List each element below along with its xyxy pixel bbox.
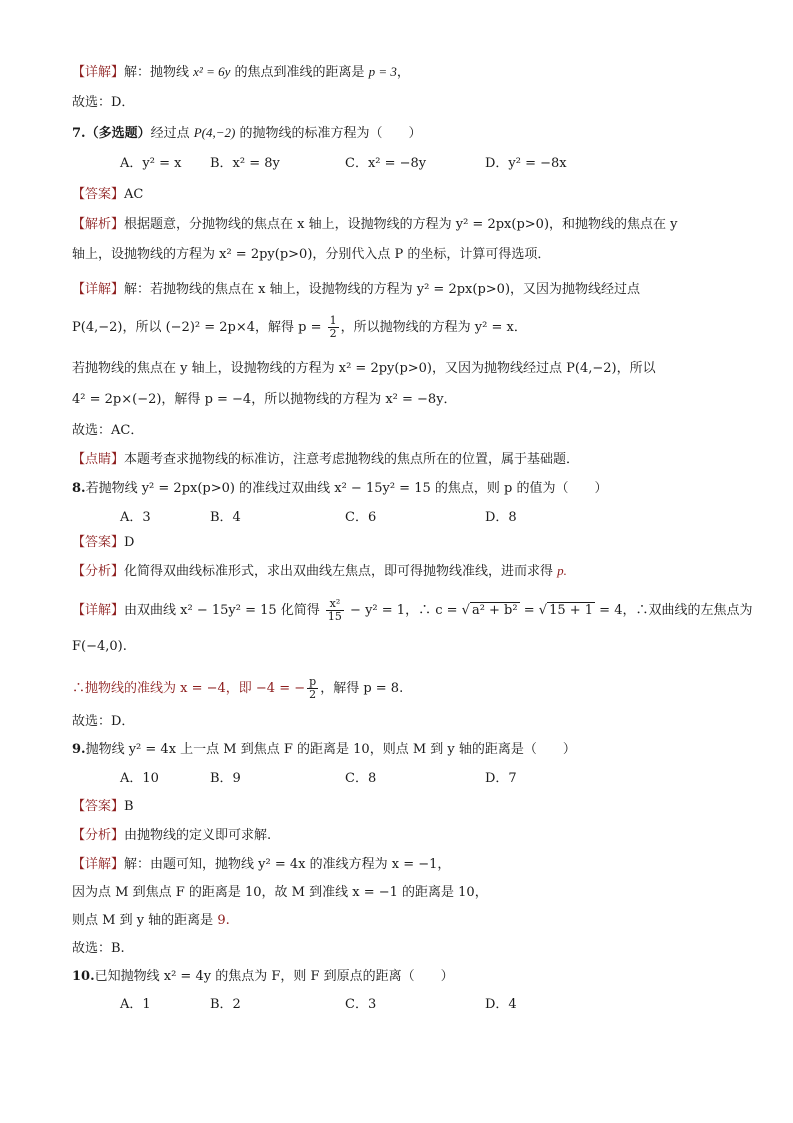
text: 若抛物线 y² = 2px(p>0) 的准线过双曲线 x² − 15y² = 15 的焦点，则 p 的值为（ ） — [85, 481, 608, 496]
detail-q8-line3 — [72, 676, 403, 701]
math: p. — [557, 563, 567, 578]
question-number: 8. — [72, 481, 86, 496]
numerator: 1 — [329, 314, 337, 327]
analysis-tag: 【分析】 — [72, 564, 125, 579]
math: x² = 6y — [193, 64, 231, 79]
text: 根据题意，分抛物线的焦点在 x 轴上，设抛物线的方程为 y² = 2px(p>0)，和抛物线的焦点在 y — [124, 217, 678, 232]
answer-tag: 【答案】 — [72, 187, 125, 202]
text: 的焦点到准线的距离是 — [230, 65, 369, 80]
text: 由抛物线的定义即可求解. — [124, 828, 272, 843]
option-a: A．1 — [120, 997, 151, 1012]
question-number: 10. — [72, 969, 95, 984]
option-b: B．4 — [210, 510, 241, 525]
text: 解：若抛物线的焦点在 x 轴上，设抛物线的方程为 y² = 2px(p>0)，又因为抛物线经过点 — [124, 282, 641, 297]
detail-q7-line4: 4² = 2p×(−2)，解得 p = −4，所以抛物线的方程为 x² = −8y． — [72, 392, 457, 407]
text: 解：抛物线 — [124, 65, 194, 80]
option-a: A．y² = x — [120, 156, 182, 171]
option-d: D．y² = −8x — [485, 156, 567, 171]
choice-line-q7: 故选：AC． — [72, 423, 144, 438]
detail-line-q6 — [72, 63, 410, 82]
text: ， — [396, 65, 410, 80]
analysis-tag: 【分析】 — [72, 828, 125, 843]
detail-q9-line1 — [72, 856, 450, 874]
question-9 — [72, 741, 576, 759]
analysis-q7-line2: 轴上，设抛物线的方程为 x² = 2py(p>0)，分别代入点 P 的坐标，计算可得选项． — [72, 247, 551, 262]
choice-line-q8: 故选：D． — [72, 714, 135, 729]
text: 化简得双曲线标准形式，求出双曲线左焦点，即可得抛物线准线，进而求得 — [124, 564, 558, 579]
detail-q8-line2: F(−4,0). — [72, 639, 127, 654]
detail-q8-line1: 【详解】由双曲线 x² − 15y² = 15 化简得 $\frac{\text{x²}}{15}$ − y² = 1，∴ c = √ a² + b² = √ 15 + 1 = 4，∴双曲线的左焦点为 — [72, 597, 753, 623]
answer-value: B — [124, 799, 134, 814]
detail-q9-line2: 因为点 M 到焦点 F 的距离是 10，故 M 到准线 x = −1 的距离是 10， — [72, 885, 488, 900]
option-d: D．4 — [485, 997, 517, 1012]
detail-tag: 【详解】 — [72, 603, 125, 618]
math: P(4,−2) — [193, 125, 236, 140]
detail-tag: 【详解】 — [72, 857, 125, 872]
option-d: D．7 — [485, 771, 517, 786]
denominator: 15 — [327, 610, 342, 623]
choice-line-q6: 故选：D． — [72, 95, 135, 110]
option-b: B．9 — [210, 771, 241, 786]
numerator: x² — [326, 598, 344, 611]
question-7 — [72, 124, 422, 143]
question-kind: （多选题） — [85, 126, 151, 141]
text: 解：由题可知，抛物线 y² = 4x 的准线方程为 x = −1， — [124, 857, 451, 872]
answer-value: D — [124, 535, 135, 550]
analysis-q8 — [72, 562, 567, 581]
text: P(4,−2)，所以 (−2)² = 2p×4，解得 p = — [72, 320, 326, 335]
text: − y² = 1，∴ c = — [345, 603, 462, 618]
detail-tag: 【详解】 — [72, 65, 125, 80]
option-c: C．x² = −8y — [345, 156, 427, 171]
analysis-tag: 【解析】 — [72, 217, 125, 232]
question-10 — [72, 968, 454, 986]
choice-line-q9: 故选：B. — [72, 941, 125, 956]
answer-q8 — [72, 534, 134, 552]
option-d: D．8 — [485, 510, 517, 525]
text: 已知抛物线 x² = 4y 的焦点为 F，则 F 到原点的距离（ ） — [94, 969, 454, 984]
option-a: A．10 — [120, 771, 159, 786]
analysis-q7-line1 — [72, 216, 678, 234]
numerator: p — [309, 675, 317, 688]
text: ∴抛物线的准线为 x = −4，即 −4 = − — [72, 681, 306, 696]
option-c: C．8 — [345, 771, 377, 786]
text: 经过点 — [150, 126, 194, 141]
question-8 — [72, 480, 607, 498]
text: = — [519, 603, 539, 618]
sqrt: 15 + 1 — [549, 603, 594, 618]
fraction — [328, 315, 339, 340]
option-b: B．2 — [210, 997, 241, 1012]
text: = 4，∴双曲线的左焦点为 — [595, 603, 753, 618]
question-number: 7. — [72, 126, 86, 141]
detail-q7-line2 — [72, 315, 527, 340]
option-c: C．3 — [345, 997, 377, 1012]
value: 9. — [217, 913, 230, 928]
text: 本题考查求抛物线的标准访，注意考虑抛物线的焦点所在的位置，属于基础题． — [124, 452, 580, 467]
answer-q7 — [72, 186, 143, 204]
text: ，解得 p = 8. — [320, 681, 404, 696]
text: 则点 M 到 y 轴的距离是 — [72, 913, 218, 928]
answer-tag: 【答案】 — [72, 799, 125, 814]
option-b: B．x² = 8y — [210, 156, 280, 171]
comment-q7 — [72, 451, 579, 469]
fraction — [326, 598, 344, 623]
question-number: 9. — [72, 742, 86, 757]
math: p = 3 — [368, 64, 397, 79]
denominator: 2 — [329, 327, 337, 340]
detail-tag: 【详解】 — [72, 282, 125, 297]
denominator: 2 — [309, 688, 317, 701]
answer-q9 — [72, 798, 134, 816]
text: ，所以抛物线的方程为 y² = x． — [340, 320, 527, 335]
text: 抛物线 y² = 4x 上一点 M 到焦点 F 的距离是 10，则点 M 到 y 轴的距离是（ ） — [85, 742, 576, 757]
detail-q7-line3: 若抛物线的焦点在 y 轴上，设抛物线的方程为 x² = 2py(p>0)，又因为抛物线经过点 P(4,−2)，所以 — [72, 361, 656, 376]
detail-q7-line1 — [72, 281, 640, 299]
detail-q9-line3 — [72, 912, 230, 930]
text: 由双曲线 x² − 15y² = 15 化简得 — [124, 603, 324, 618]
analysis-q9 — [72, 827, 271, 845]
text: 的抛物线的标准方程为（ ） — [235, 126, 422, 141]
option-c: C．6 — [345, 510, 377, 525]
answer-tag: 【答案】 — [72, 535, 125, 550]
option-a: A．3 — [120, 510, 151, 525]
answer-value: AC — [124, 187, 144, 202]
comment-tag: 【点睛】 — [72, 452, 125, 467]
fraction — [307, 676, 318, 701]
sqrt: a² + b² — [471, 603, 518, 618]
